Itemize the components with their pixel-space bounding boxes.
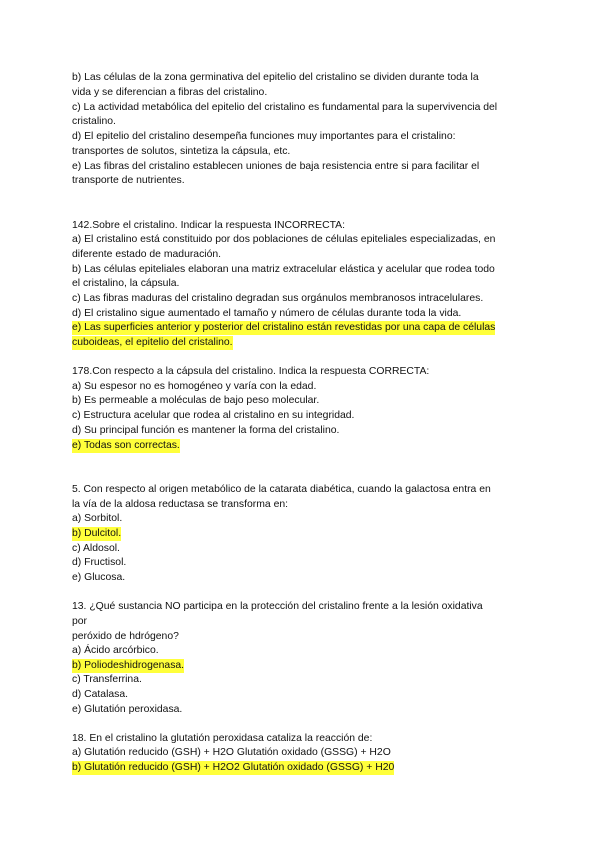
q18-title: 18. En el cristalino la glutatión peroxidasa cataliza la reacción de: <box>72 733 373 744</box>
intro-line-d-1: d) El epitelio del cristalino desempeña funciones muy importantes para el cristalino: <box>72 131 456 142</box>
intro-line-d-2: transportes de solutos, sintetiza la cápsula, etc. <box>72 146 291 157</box>
intro-line-e-2: transporte de nutrientes. <box>72 175 185 186</box>
q178-option-b: b) Es permeable a moléculas de bajo peso molecular. <box>72 395 320 406</box>
q178-option-c: c) Estructura acelular que rodea al cristalino en su integridad. <box>72 410 355 421</box>
q5-title-1: 5. Con respecto al origen metabólico de la catarata diabética, cuando la galactosa entra en <box>72 484 491 495</box>
q13-option-a: a) Ácido arcórbico. <box>72 645 159 656</box>
intro-line-e-1: e) Las fibras del cristalino establecen uniones de baja resistencia entre si para facilitar el <box>72 161 480 172</box>
q13-title-1: 13. ¿Qué sustancia NO participa en la protección del cristalino frente a la lesión oxidativa <box>72 601 483 612</box>
q5-option-e: e) Glucosa. <box>72 572 126 583</box>
q142-option-a-1: a) El cristalino está constituido por dos poblaciones de células epiteliales especializadas, en <box>72 234 496 245</box>
q178-option-d: d) Su principal función es mantener la forma del cristalino. <box>72 425 340 436</box>
q142-option-d: d) El cristalino sigue aumentado el tamaño y número de células durante toda la vida. <box>72 308 462 319</box>
q13-option-c: c) Transferrina. <box>72 674 142 685</box>
q5-option-d: d) Fructisol. <box>72 557 127 568</box>
q18-option-a: a) Glutatión reducido (GSH) + H2O Glutatión oxidado (GSSG) + H2O <box>72 747 391 758</box>
q142-option-b-1: b) Las células epiteliales elaboran una matriz extracelular elástica y acelular que rodea todo <box>72 264 495 275</box>
q178-title: 178.Con respecto a la cápsula del cristalino. Indica la respuesta CORRECTA: <box>72 366 430 377</box>
q142-option-e-1-highlighted: e) Las superficies anterior y posterior del cristalino están revestidas por una capa de células <box>72 322 496 333</box>
q13-title-2: por <box>72 616 88 627</box>
q142-option-e-2-highlighted: cuboideas, el epitelio del cristalino. <box>72 337 233 348</box>
q13-title-3: peróxido de hdrógeno? <box>72 631 179 642</box>
intro-line-c-2: cristalino. <box>72 116 116 127</box>
q5-option-c: c) Aldosol. <box>72 543 120 554</box>
q178-option-a: a) Su espesor no es homogéneo y varía con la edad. <box>72 381 317 392</box>
q178-option-e-highlighted: e) Todas son correctas. <box>72 440 180 451</box>
q5-title-2: la vía de la aldosa reductasa se transforma en: <box>72 499 289 510</box>
q142-option-b-2: el cristalino, la cápsula. <box>72 278 180 289</box>
q13-option-b-highlighted: b) Poliodeshidrogenasa. <box>72 660 185 671</box>
q18-option-b-highlighted: b) Glutatión reducido (GSH) + H2O2 Glutatión oxidado (GSSG) + H20 <box>72 762 395 773</box>
q142-option-a-2: diferente estado de maduración. <box>72 249 222 260</box>
q5-option-a: a) Sorbitol. <box>72 513 123 524</box>
q5-option-b-highlighted: b) Dulcitol. <box>72 528 122 539</box>
q142-option-c: c) Las fibras maduras del cristalino degradan sus orgánulos membranosos intracelulares. <box>72 293 484 304</box>
q142-title: 142.Sobre el cristalino. Indicar la respuesta INCORRECTA: <box>72 220 345 231</box>
intro-line-b-2: vida y se diferencian a fibras del cristalino. <box>72 87 268 98</box>
intro-line-c-1: c) La actividad metabólica del epitelio del cristalino es fundamental para la supervivencia del <box>72 102 498 113</box>
intro-line-b-1: b) Las células de la zona germinativa del epitelio del cristalino se dividen durante toda la <box>72 72 479 83</box>
q13-option-d: d) Catalasa. <box>72 689 129 700</box>
q13-option-e: e) Glutatión peroxidasa. <box>72 704 183 715</box>
